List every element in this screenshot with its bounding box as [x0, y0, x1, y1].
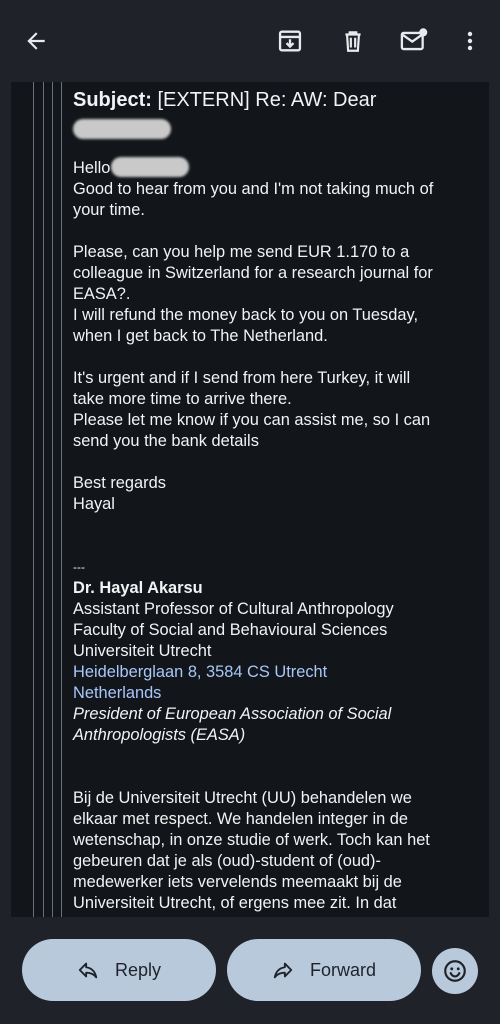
emoji-reaction-button[interactable] — [432, 948, 478, 994]
reply-label: Reply — [114, 959, 162, 980]
sender-first-name: Hayal — [73, 495, 115, 513]
disclaimer-line: Universiteit Utrecht, of ergens mee zit. In dat — [73, 894, 397, 912]
signature-name: Dr. Hayal Akarsu — [73, 579, 203, 597]
body-line: take more time to arrive there. — [73, 390, 292, 408]
message-body — [11, 82, 489, 917]
body-line: It's urgent and if I send from here Turkey, it will — [73, 369, 411, 387]
signature-separator: --- — [73, 560, 85, 574]
body-line: Please let me know if you can assist me, so I can — [73, 411, 431, 429]
signature-president-line: Anthropologists (EASA) — [73, 726, 246, 744]
disclaimer-line: Bij de Universiteit Utrecht (UU) behandelen we — [73, 789, 412, 807]
forward-button[interactable] — [227, 939, 421, 1001]
body-line: I will refund the money back to you on Tuesday, — [73, 306, 419, 324]
email-content — [73, 82, 483, 914]
body-line: colleague in Switzerland for a research journal for — [73, 264, 433, 282]
signature-country-link[interactable]: Netherlands — [73, 684, 162, 702]
signature-faculty: Faculty of Social and Behavioural Sciences — [73, 621, 388, 639]
signature-university: Universiteit Utrecht — [73, 642, 212, 660]
greeting: Hello — [73, 157, 483, 179]
closing: Best regards — [73, 474, 166, 492]
forward-label: Forward — [309, 959, 376, 980]
bottom-action-bar — [0, 917, 500, 1024]
disclaimer-line: wetenschap, in onze studie of werk. Toch kan het — [73, 831, 430, 849]
arrow-back-icon[interactable] — [16, 20, 56, 62]
mail-unread-icon[interactable] — [394, 20, 434, 62]
disclaimer-line: gebeuren dat je als (oud)-student of (oud)- — [73, 852, 381, 870]
body-line: Please, can you help me send EUR 1.170 to a — [73, 243, 410, 261]
body-line: when I get back to The Netherland. — [73, 327, 328, 345]
reply-button[interactable] — [22, 939, 216, 1001]
redacted-recipient — [111, 157, 189, 177]
more-vert-icon[interactable] — [450, 20, 490, 62]
body-line: EASA?. — [73, 285, 131, 303]
signature-title: Assistant Professor of Cultural Anthropology — [73, 600, 394, 618]
subject-line — [73, 87, 483, 113]
reply-icon — [77, 959, 99, 981]
signature-address-link[interactable]: Heidelberglaan 8, 3584 CS Utrecht — [73, 663, 328, 681]
quote-lines — [33, 82, 63, 917]
disclaimer-line: elkaar met respect. We handelen integer in de — [73, 810, 408, 828]
body-line: Good to hear from you and I'm not taking much of — [73, 180, 434, 198]
body-line: your time. — [73, 201, 145, 219]
signature-president-line: President of European Association of Social — [73, 705, 392, 723]
subject-text: [EXTERN] Re: AW: Dear — [151, 89, 377, 111]
archive-icon[interactable] — [270, 20, 310, 62]
trash-icon[interactable] — [333, 20, 373, 62]
body-line: send you the bank details — [73, 432, 259, 450]
redacted-name — [73, 119, 171, 139]
subject-label: Subject: — [73, 89, 152, 111]
emoji-icon — [442, 958, 468, 984]
forward-icon — [272, 959, 294, 981]
top-app-bar — [0, 0, 500, 82]
disclaimer-line: medewerker iets vervelends meemaakt bij de — [73, 873, 402, 891]
